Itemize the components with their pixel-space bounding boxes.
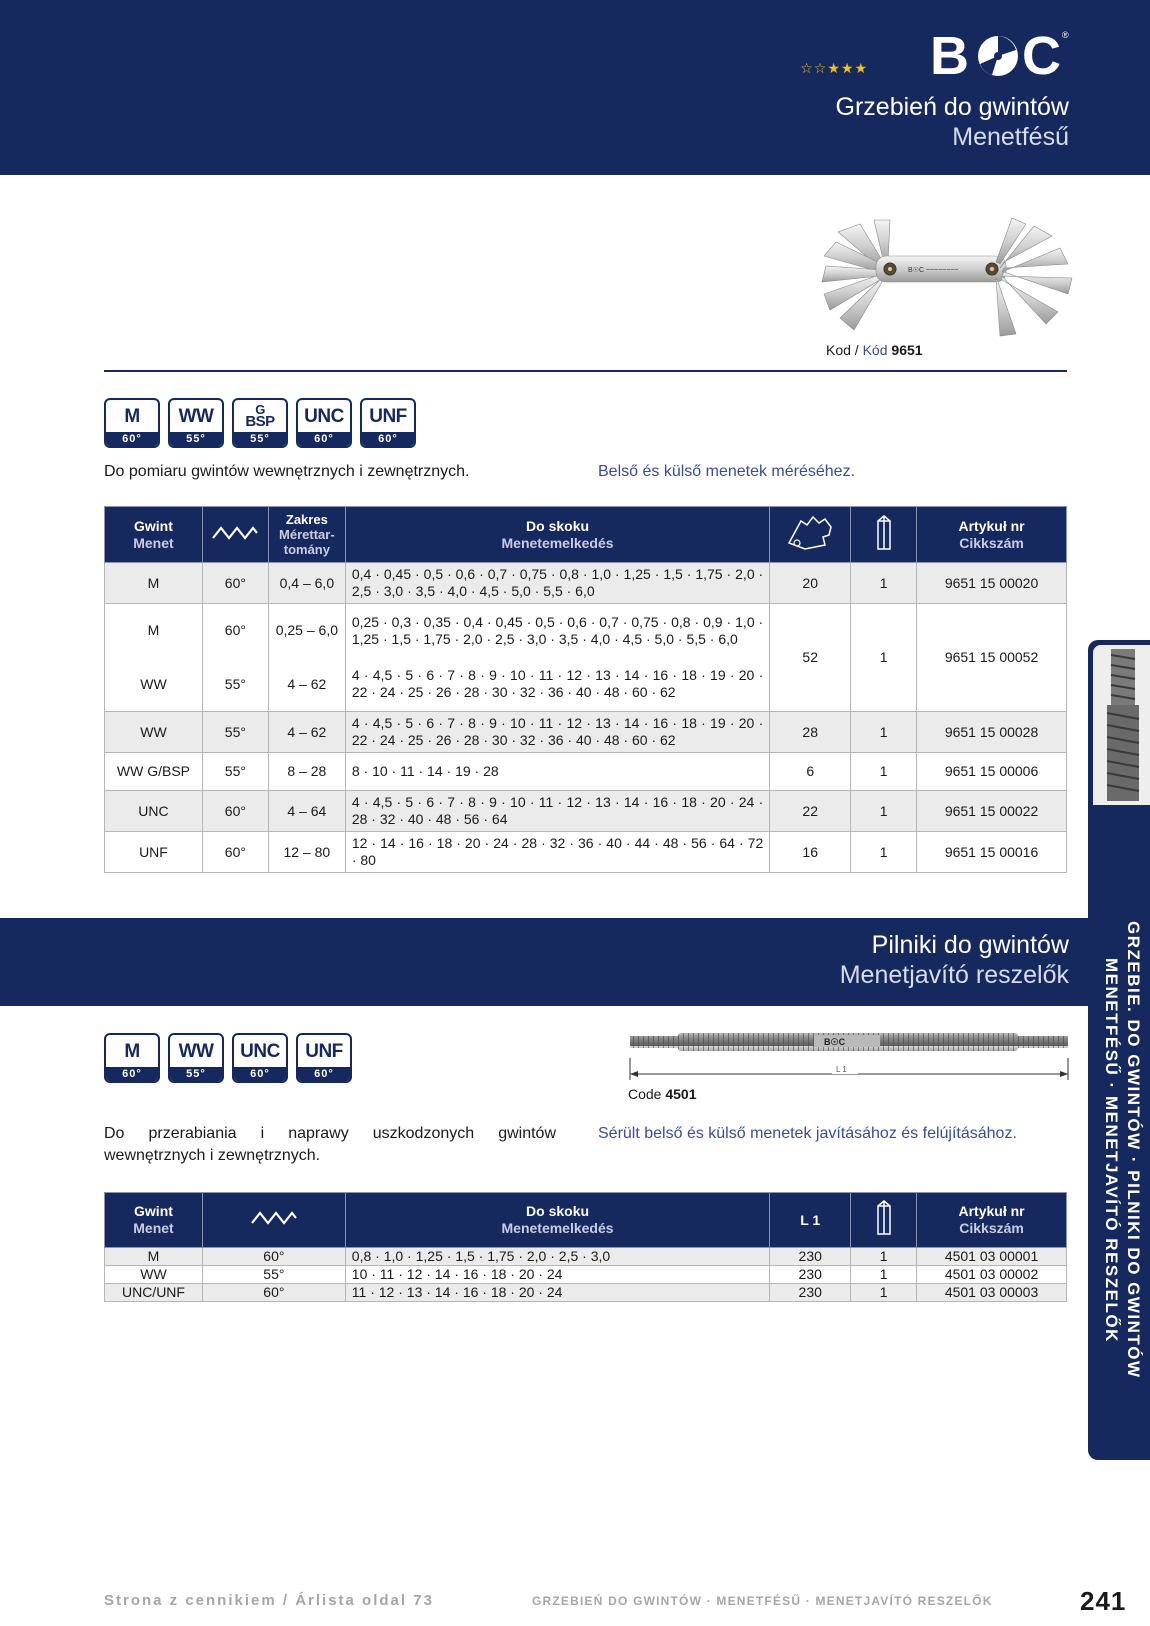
col-thread-profile: [202, 507, 268, 563]
table-row: M 60° 0,8 · 1,0 · 1,25 · 1,5 · 1,75 · 2,0 · 2,5 · 3,0 230 1 4501 03 00001: [105, 1248, 1067, 1266]
thread-badges-2: [104, 1033, 352, 1083]
boc-logo: [930, 28, 1070, 82]
section-band-2: [0, 918, 1150, 1006]
footer-section-name: GRZEBIEŃ DO GWINTÓW · MENETFÉSŰ · MENETJAVÍTÓ RESZELŐK: [532, 1594, 993, 1608]
description-hu-2: Sérült belső és külső menetek javításához és felújításához.: [598, 1125, 1017, 1142]
table-row: UNF 60° 12 – 80 12 · 14 · 16 · 18 · 20 · 24 · 28 · 32 · 36 · 40 · 44 · 48 · 56 · 64 · 72 · 80 16 1 9651 15 00016: [105, 832, 1067, 873]
code-label-hu: Kód: [862, 342, 888, 358]
col-l1: L 1: [770, 1193, 851, 1248]
table-row: UNC/UNF 60° 11 · 12 · 13 · 14 · 16 · 18 · 20 · 24 230 1 4501 03 00003: [105, 1284, 1067, 1302]
svg-text:B☉C ~~~~~~~~: B☉C ~~~~~~~~: [908, 267, 959, 274]
table-row: WW 55° 4 – 62 4 · 4,5 · 5 · 6 · 7 · 8 · 9 · 10 · 11 · 12 · 13 · 14 · 16 · 18 · 19 · 20 · 22 · 24 · 25 · 26 · 28 · 30 · 32 · 36 · 40 · 48 · 60 · 62 28 1 9651 15 00028: [105, 712, 1067, 753]
product-code-2: 4501: [665, 1086, 697, 1102]
header-band: [0, 0, 1150, 175]
table-row: WW 55° 10 · 11 · 12 · 14 · 16 · 18 · 20 · 24 230 1 4501 03 00002: [105, 1266, 1067, 1284]
table-row: M 60° 0,25 – 6,0 0,25 · 0,3 · 0,35 · 0,4 · 0,45 · 0,5 · 0,6 · 0,7 · 0,75 · 0,8 · 0,9 · 1,0 · 1,25 · 1,5 · 1,75 · 2,0 · 2,5 · 3,0 · 3,5 · 4,0 · 4,5 · 5,0 · 5,5 · 6,0 52 1 9651 15 00052: [105, 604, 1067, 658]
description-hu-1: Belső és külső menetek méréséhez.: [598, 463, 856, 480]
col-do-skoku: Do skoku Menetemelkedés: [345, 507, 769, 563]
side-tab-line2: MENETFÉSŰ · MENETJAVÍTÓ RESZELŐK: [1102, 957, 1121, 1343]
col-thread-profile: [202, 1193, 345, 1248]
boc-logo-icon: [930, 28, 1070, 82]
thread-profile-icon: [211, 524, 259, 542]
table-row: UNC 60° 4 – 64 4 · 4,5 · 5 · 6 · 7 · 8 · 9 · 10 · 11 · 12 · 13 · 14 · 16 · 18 · 20 · 24 · 28 · 32 · 40 · 48 · 56 · 64 22 1 9651 15 00022: [105, 791, 1067, 832]
pack-box-icon: [874, 1198, 894, 1238]
product-code-caption-1: [826, 342, 923, 358]
description-pl-2: Do przerabiania i naprawy uszkodzonych gwintów wewnętrznych i zewnętrznych.: [104, 1125, 556, 1164]
table-row: M 60° 0,4 – 6,0 0,4 · 0,45 · 0,5 · 0,6 · 0,7 · 0,75 · 0,8 · 1,0 · 1,25 · 1,5 · 1,75 · 2,0 · 2,5 · 3,0 · 3,5 · 4,0 · 4,5 · 5,0 · 5,5 · 6,0 20 1 9651 15 00020: [105, 563, 1067, 604]
code-sep: /: [850, 342, 863, 358]
description-pl-1: Do pomiaru gwintów wewnętrznych i zewnętrznych.: [104, 463, 470, 480]
thread-file-table: [104, 1192, 1067, 1302]
col-artykul: Artykuł nr Cikkszám: [917, 507, 1067, 563]
badge-m: M 60°: [104, 1033, 160, 1083]
col-artykul: Artykuł nr Cikkszám: [917, 1193, 1067, 1248]
section-title-pl: Grzebień do gwintów: [835, 93, 1069, 121]
badge-unc: UNC 60°: [296, 398, 352, 448]
svg-text:B: B: [930, 28, 969, 82]
divider-rule: [104, 370, 1067, 372]
table-row: WW G/BSP 55° 8 – 28 8 · 10 · 11 · 14 · 19 · 28 6 1 9651 15 00006: [105, 753, 1067, 791]
badge-m: M 60°: [104, 398, 160, 448]
col-blades-count: [770, 507, 851, 563]
section-title-hu: Menetfésű: [952, 123, 1069, 151]
section2-title-pl: Pilniki do gwintów: [871, 931, 1069, 959]
svg-text:B☉C: B☉C: [824, 1037, 846, 1047]
col-pack-qty: [851, 507, 917, 563]
badge-unf: UNF 60°: [360, 398, 416, 448]
col-do-skoku: Do skoku Menetemelkedés: [345, 1193, 769, 1248]
thread-file-image: [628, 1030, 1070, 1086]
product-code-caption-2: Code 4501: [628, 1086, 697, 1102]
side-tab-file-photo: [1093, 645, 1150, 805]
thread-badges-1: [104, 398, 416, 448]
col-zakres: Zakres Mérettar-tomány: [268, 507, 345, 563]
svg-text:C: C: [1022, 28, 1061, 82]
dimension-l1-label: L 1: [836, 1065, 847, 1074]
badge-unc: UNC 60°: [232, 1033, 288, 1083]
code-label-pl: Kod: [826, 342, 851, 358]
table-row: WW 55° 4 – 62 4 · 4,5 · 5 · 6 · 7 · 8 · 9 · 10 · 11 · 12 · 13 · 14 · 16 · 18 · 19 · 20 · 22 · 24 · 25 · 26 · 28 · 30 · 32 · 36 · 40 · 48 · 60 · 62: [105, 658, 1067, 712]
svg-text:®: ®: [1062, 30, 1069, 40]
badge-unf: UNF 60°: [296, 1033, 352, 1083]
rating-stars: ☆☆★★★: [800, 60, 868, 76]
side-tab-label: [1096, 845, 1148, 1455]
gauge-blades-icon: [785, 513, 835, 553]
section2-title-hu: Menetjavító reszelők: [839, 961, 1069, 989]
thread-gauge-table: [104, 506, 1067, 873]
badge-ww: WW 55°: [168, 1033, 224, 1083]
footer-price-list: Strona z cennikiem / Árlista oldal 73: [104, 1592, 434, 1609]
badge-g-bsp: G BSP 55°: [232, 398, 288, 448]
pack-box-icon: [874, 513, 894, 553]
thread-profile-icon: [250, 1209, 298, 1227]
side-tab-line1: GRZEBIE. DO GWINTÓW · PILNIKI DO GWINTÓW: [1124, 921, 1143, 1379]
product-code-1: 9651: [891, 342, 923, 358]
thread-gauge-image: [820, 212, 1082, 342]
col-pack-qty: [851, 1193, 917, 1248]
col-gwint: Gwint Menet: [105, 1193, 203, 1248]
col-gwint: Gwint Menet: [105, 507, 203, 563]
badge-ww: WW 55°: [168, 398, 224, 448]
page-number: 241: [1080, 1586, 1127, 1616]
